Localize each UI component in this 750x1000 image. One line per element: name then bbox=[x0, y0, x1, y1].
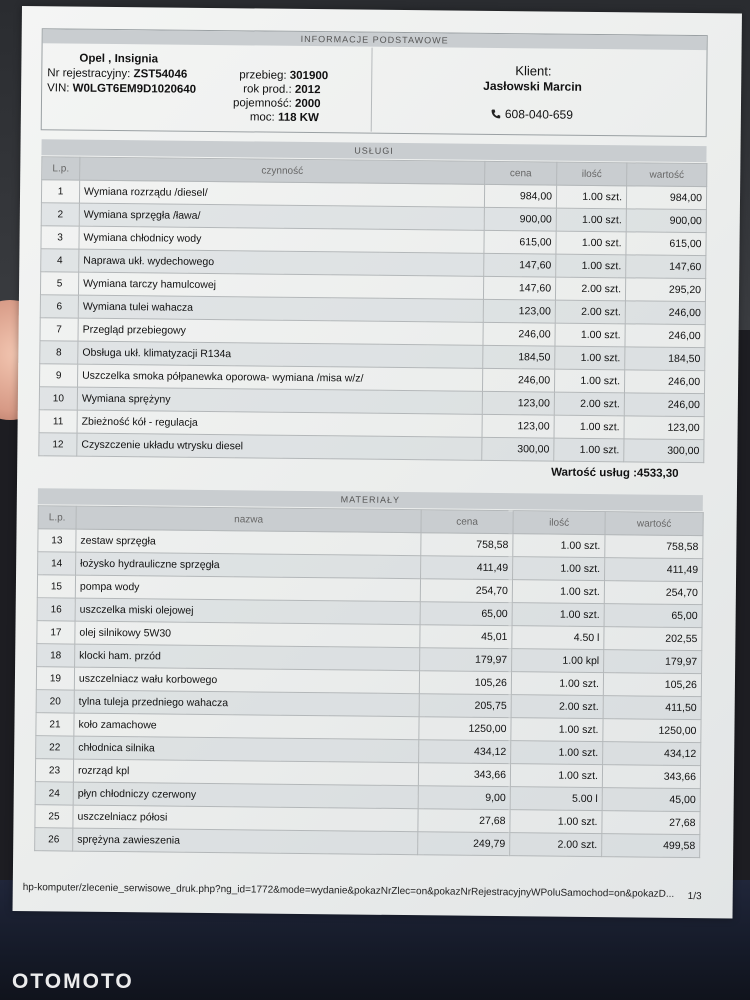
row-price: 411,49 bbox=[421, 556, 513, 580]
row-price: 123,00 bbox=[482, 414, 554, 438]
info-section-header: INFORMACJE PODSTAWOWE bbox=[43, 29, 707, 50]
year-row bbox=[243, 83, 320, 96]
row-value: 202,55 bbox=[604, 627, 702, 651]
registration-row bbox=[47, 67, 187, 80]
row-value: 499,58 bbox=[602, 834, 700, 858]
row-lp: 23 bbox=[35, 759, 73, 782]
row-price: 27,68 bbox=[418, 809, 510, 833]
mileage-value: 301900 bbox=[289, 69, 329, 83]
row-lp: 24 bbox=[35, 782, 73, 805]
row-description: klocki ham. przód bbox=[75, 644, 420, 671]
row-description: Wymiana sprężyny bbox=[77, 387, 482, 414]
row-description: Naprawa ukł. wydechowego bbox=[79, 249, 484, 276]
row-value: 184,50 bbox=[625, 347, 705, 371]
client-label: Klient: bbox=[515, 63, 552, 79]
row-value: 246,00 bbox=[625, 301, 705, 325]
row-price: 984,00 bbox=[484, 184, 556, 208]
row-qty: 1.00 kpl bbox=[512, 649, 604, 673]
row-price: 147,60 bbox=[484, 253, 556, 277]
row-value: 179,97 bbox=[604, 650, 702, 674]
row-lp: 7 bbox=[40, 318, 78, 341]
col-lp: L.p. bbox=[42, 157, 80, 180]
client-name: Jasłowski Marcin bbox=[483, 78, 582, 94]
row-value: 105,26 bbox=[603, 673, 701, 697]
mileage-row bbox=[239, 69, 328, 82]
row-description: Wymiana chłodnicy wody bbox=[79, 226, 484, 253]
row-lp: 22 bbox=[36, 736, 74, 759]
registration-value: ZST54046 bbox=[133, 68, 188, 81]
row-qty: 2.00 szt. bbox=[555, 300, 625, 324]
row-description: Wymiana rozrządu /diesel/ bbox=[79, 180, 484, 207]
row-value: 27,68 bbox=[602, 811, 700, 835]
row-price: 246,00 bbox=[483, 322, 555, 346]
row-lp: 10 bbox=[39, 387, 77, 410]
row-price: 123,00 bbox=[482, 391, 554, 415]
row-qty: 1.00 szt. bbox=[556, 208, 626, 232]
car-model: Opel , Insignia bbox=[79, 52, 159, 66]
row-qty: 1.00 szt. bbox=[554, 438, 624, 462]
mileage-label: przebieg: bbox=[239, 69, 287, 82]
row-qty: 1.00 szt. bbox=[513, 534, 605, 558]
row-value: 246,00 bbox=[624, 393, 704, 417]
row-qty: 1.00 szt. bbox=[556, 254, 626, 278]
row-lp: 21 bbox=[36, 713, 74, 736]
row-qty: 1.00 szt. bbox=[556, 231, 626, 255]
row-lp: 18 bbox=[37, 644, 75, 667]
row-description: Wymiana tarczy hamulcowej bbox=[78, 272, 483, 299]
services-header: USŁUGI bbox=[41, 139, 706, 162]
row-qty: 1.00 szt. bbox=[555, 323, 625, 347]
col-price: cena bbox=[421, 510, 513, 534]
vin-label: VIN: bbox=[47, 82, 70, 95]
vin-value: W0LGT6EM9D1020640 bbox=[72, 82, 197, 96]
row-qty: 2.00 szt. bbox=[511, 695, 603, 719]
row-qty: 1.00 szt. bbox=[512, 603, 604, 627]
phone-icon bbox=[491, 109, 501, 119]
print-url: hp-komputer/zlecenie_serwisowe_druk.php?ng_id=1772&mode=wydanie&pokazNrZlec=on&pokazNrRejestracyjnyWPoluSamochod=on&pokazD... bbox=[22, 882, 675, 900]
col-qty: ilość bbox=[513, 511, 605, 535]
materials-table bbox=[34, 505, 704, 858]
row-value: 900,00 bbox=[626, 209, 706, 233]
row-description: płyn chłodniczy czerwony bbox=[73, 782, 418, 809]
row-value: 615,00 bbox=[626, 232, 706, 256]
row-description: Przegląd przebiegowy bbox=[78, 318, 483, 345]
page-number: 1/3 bbox=[687, 891, 702, 903]
capacity-row bbox=[233, 97, 321, 110]
row-value: 343,66 bbox=[602, 765, 700, 789]
row-description: Zbieżność kół - regulacja bbox=[77, 410, 482, 437]
row-value: 147,60 bbox=[626, 255, 706, 279]
row-value: 411,50 bbox=[603, 696, 701, 720]
row-lp: 4 bbox=[41, 249, 79, 272]
row-price: 45,01 bbox=[420, 625, 512, 649]
power-value: 118 KW bbox=[277, 111, 319, 125]
row-value: 246,00 bbox=[625, 324, 705, 348]
services-total: Wartość usług :4533,30 bbox=[551, 466, 679, 480]
row-price: 246,00 bbox=[482, 368, 554, 392]
row-qty: 5.00 l bbox=[510, 787, 602, 811]
row-lp: 11 bbox=[39, 410, 77, 433]
row-lp: 16 bbox=[37, 598, 75, 621]
row-description: Uszczelka smoka półpanewka oporowa- wymiana /misa w/z/ bbox=[78, 364, 483, 391]
row-description: Wymiana sprzęgła /ława/ bbox=[79, 203, 484, 230]
row-lp: 26 bbox=[35, 828, 73, 851]
row-lp: 20 bbox=[36, 690, 74, 713]
row-value: 758,58 bbox=[605, 535, 703, 559]
row-lp: 8 bbox=[40, 341, 78, 364]
row-description: olej silnikowy 5W30 bbox=[75, 621, 420, 648]
row-lp: 9 bbox=[40, 364, 78, 387]
row-price: 758,58 bbox=[421, 533, 513, 557]
row-qty: 2.00 szt. bbox=[510, 833, 602, 857]
row-price: 147,60 bbox=[483, 276, 555, 300]
row-description: pompa wody bbox=[75, 575, 420, 602]
row-description: Obsługa ukł. klimatyzacji R134a bbox=[78, 341, 483, 368]
row-lp: 14 bbox=[38, 552, 76, 575]
col-activity: czynność bbox=[80, 157, 485, 184]
row-description: sprężyna zawieszenia bbox=[73, 828, 418, 855]
row-description: uszczelka miski olejowej bbox=[75, 598, 420, 625]
row-price: 123,00 bbox=[483, 299, 555, 323]
power-label: moc: bbox=[249, 111, 275, 124]
row-value: 254,70 bbox=[604, 581, 702, 605]
row-qty: 1.00 szt. bbox=[511, 672, 603, 696]
row-value: 295,20 bbox=[625, 278, 705, 302]
capacity-label: pojemność: bbox=[232, 97, 292, 110]
row-description: chłodnica silnika bbox=[74, 736, 419, 763]
row-qty: 1.00 szt. bbox=[511, 741, 603, 765]
row-price: 300,00 bbox=[482, 437, 554, 461]
row-description: koło zamachowe bbox=[74, 713, 419, 740]
row-price: 105,26 bbox=[419, 671, 511, 695]
service-order-document bbox=[13, 6, 742, 918]
row-lp: 15 bbox=[37, 575, 75, 598]
row-qty: 1.00 szt. bbox=[556, 185, 626, 209]
col-value: wartość bbox=[605, 512, 703, 536]
row-value: 246,00 bbox=[624, 370, 704, 394]
row-price: 65,00 bbox=[420, 602, 512, 626]
row-value: 300,00 bbox=[624, 439, 704, 463]
row-qty: 1.00 szt. bbox=[513, 557, 605, 581]
row-price: 205,75 bbox=[419, 694, 511, 718]
row-price: 184,50 bbox=[483, 345, 555, 369]
row-lp: 19 bbox=[36, 667, 74, 690]
row-qty: 1.00 szt. bbox=[554, 415, 624, 439]
col-qty: ilość bbox=[557, 162, 627, 186]
row-lp: 2 bbox=[41, 203, 79, 226]
row-qty: 1.00 szt. bbox=[554, 369, 624, 393]
vin-row bbox=[47, 82, 196, 96]
row-lp: 12 bbox=[39, 433, 77, 456]
row-price: 254,70 bbox=[420, 579, 512, 603]
col-name: nazwa bbox=[76, 506, 421, 533]
row-lp: 6 bbox=[40, 295, 78, 318]
row-value: 65,00 bbox=[604, 604, 702, 628]
row-description: uszczelniacz wału korbowego bbox=[74, 667, 419, 694]
row-lp: 17 bbox=[37, 621, 75, 644]
materials-header: MATERIAŁY bbox=[38, 488, 703, 511]
row-value: 123,00 bbox=[624, 416, 704, 440]
row-description: uszczelniacz półosi bbox=[73, 805, 418, 832]
row-price: 615,00 bbox=[484, 230, 556, 254]
row-price: 900,00 bbox=[484, 207, 556, 231]
capacity-value: 2000 bbox=[294, 97, 321, 111]
row-qty: 1.00 szt. bbox=[510, 764, 602, 788]
row-qty: 2.00 szt. bbox=[554, 392, 624, 416]
row-value: 45,00 bbox=[602, 788, 700, 812]
row-qty: 1.00 szt. bbox=[510, 810, 602, 834]
row-description: tylna tuleja przedniego wahacza bbox=[74, 690, 419, 717]
row-description: Wymiana tulei wahacza bbox=[78, 295, 483, 322]
row-price: 249,79 bbox=[418, 832, 510, 856]
row-description: łożysko hydrauliczne sprzęgła bbox=[76, 552, 421, 579]
row-qty: 1.00 szt. bbox=[511, 718, 603, 742]
client-phone: 608-040-659 bbox=[504, 107, 574, 122]
row-qty: 4.50 l bbox=[512, 626, 604, 650]
row-qty: 1.00 szt. bbox=[555, 346, 625, 370]
row-qty: 2.00 szt. bbox=[555, 277, 625, 301]
col-lp: L.p. bbox=[38, 506, 76, 529]
year-label: rok prod.: bbox=[243, 83, 292, 96]
row-price: 434,12 bbox=[419, 740, 511, 764]
row-price: 343,66 bbox=[418, 763, 510, 787]
row-value: 984,00 bbox=[626, 186, 706, 210]
row-description: rozrząd kpl bbox=[73, 759, 418, 786]
client-phone-row bbox=[491, 107, 573, 122]
row-value: 1250,00 bbox=[603, 719, 701, 743]
col-value: wartość bbox=[627, 163, 707, 187]
row-lp: 5 bbox=[40, 272, 78, 295]
row-lp: 1 bbox=[41, 180, 79, 203]
watermark-logo: OTOMOTO bbox=[12, 970, 134, 993]
year-value: 2012 bbox=[294, 83, 321, 97]
col-price: cena bbox=[485, 161, 557, 185]
power-row bbox=[250, 111, 319, 124]
row-price: 9,00 bbox=[418, 786, 510, 810]
row-lp: 3 bbox=[41, 226, 79, 249]
row-value: 411,49 bbox=[605, 558, 703, 582]
row-description: zestaw sprzęgła bbox=[76, 529, 421, 556]
row-value: 434,12 bbox=[603, 742, 701, 766]
row-lp: 13 bbox=[38, 529, 76, 552]
services-table bbox=[38, 156, 707, 463]
row-price: 179,97 bbox=[420, 648, 512, 672]
row-qty: 1.00 szt. bbox=[512, 580, 604, 604]
row-description: Czyszczenie układu wtrysku diesel bbox=[77, 433, 482, 460]
row-lp: 25 bbox=[35, 805, 73, 828]
registration-label: Nr rejestracyjny: bbox=[47, 67, 131, 81]
row-price: 1250,00 bbox=[419, 717, 511, 741]
